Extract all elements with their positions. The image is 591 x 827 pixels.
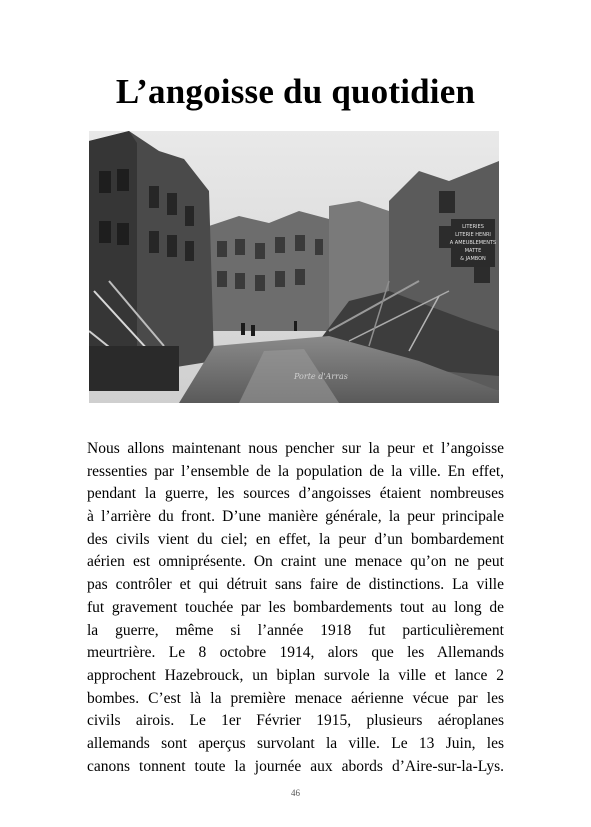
body-line: canons tonnent toute la journée aux abords d’Aire-sur-la-Lys. — [87, 757, 504, 775]
body-line: meurtrière. Le 8 octobre 1914, alors que les Allemands — [87, 644, 504, 662]
body-line: Nous allons maintenant nous pencher sur la peur et l’angoisse — [87, 440, 504, 457]
shop-sign-line-3: A AMEUBLEMENTS — [449, 240, 497, 246]
photo-caption-scrawl: Porte d'Arras — [294, 372, 348, 381]
body-line: ressenties par l’ensemble de la population de la ville. En effet, — [87, 462, 504, 480]
page-number: 46 — [291, 788, 300, 798]
body-line: allemands sont aperçus survolant la ville. Le 13 Juin, les — [87, 734, 504, 752]
photo-illustration — [89, 131, 499, 403]
ruined-street-photo — [89, 131, 499, 403]
shop-sign-line-5: & JAMBON — [460, 256, 486, 262]
body-line: civils airois. Le 1er Février 1915, plusieurs aéroplanes — [87, 712, 504, 730]
body-line: aérien est omniprésente. On craint une menace qu’on ne peut — [87, 553, 504, 571]
shop-sign-line-4: MATTE — [464, 248, 482, 254]
shop-sign-line-2: LITERIE HENRI — [455, 232, 491, 238]
body-line: pendant la guerre, les sources d’angoisses étaient nombreuses — [87, 485, 504, 503]
page-title: L’angoisse du quotidien — [115, 72, 476, 111]
body-line: la guerre, même si l’année 1918 fut particulièrement — [87, 621, 504, 639]
body-line: fut gravement touchée par les bombardements tout au long de — [87, 598, 504, 616]
body-line: à l’arrière du front. D’une manière générale, la peur principale — [87, 508, 504, 526]
body-line: approchent Hazebrouck, un biplan survole la ville et lance 2 — [87, 666, 504, 684]
body-paragraph — [87, 438, 504, 778]
shop-sign-line-1: LITERIES — [462, 224, 484, 230]
body-line: bombes. C’est là la première menace aérienne vécue par les — [87, 689, 504, 707]
body-line: des civils vient du ciel; en effet, la peur d’un bombardement — [87, 530, 504, 548]
body-line: pas contrôler et qui détruit sans faire de distinctions. La ville — [87, 576, 504, 594]
